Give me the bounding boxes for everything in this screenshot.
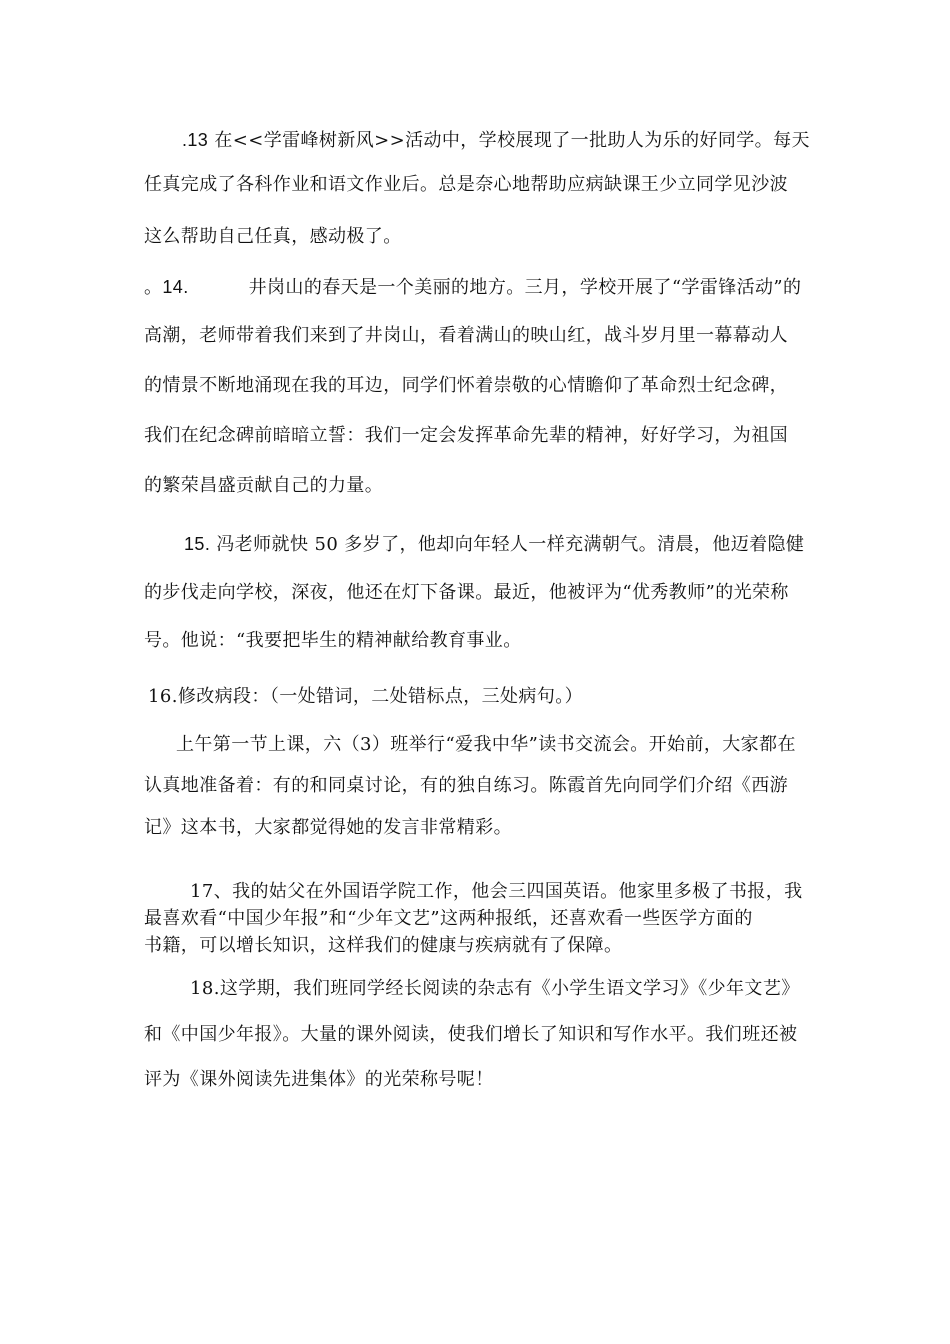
p15-text: 冯老师就快 50 多岁了，他却向年轻人一样充满朝气。清晨，他迈着隐健: [210, 534, 805, 555]
p17-line-1: 17、我的姑父在外国语学院工作，他会三四国英语。他家里多极了书报，我: [190, 881, 803, 902]
p17-line-2: 最喜欢看“中国少年报”和“少年文艺”这两种报纸，还喜欢看一些医学方面的: [144, 908, 753, 929]
p18-line-2: 和《中国少年报》。大量的课外阅读，使我们增长了知识和写作水平。我们班还被: [144, 1024, 798, 1045]
p13-text: 在<<学雷峰树新风>>活动中，学校展现了一批助人为乐的好同学。每天: [208, 130, 810, 151]
p15-line-3: 号。他说：“我要把毕生的精神献给教育事业。: [144, 630, 522, 651]
p14-line-5: 的繁荣昌盛贡献自己的力量。: [144, 475, 384, 496]
p15-line-2: 的步伐走向学校，深夜，他还在灯下备课。最近，他被评为“优秀教师”的光荣称: [144, 582, 789, 603]
p14-number: 。14.: [144, 277, 189, 297]
p14-line-2: 高潮，老师带着我们来到了井岗山，看着满山的映山红，战斗岁月里一幕幕动人: [144, 325, 788, 346]
p13-line-3: 这么帮助自己任真，感动极了。: [144, 226, 402, 247]
p14-line-1: [144, 275, 801, 300]
p15-line-1: [184, 532, 804, 557]
p18-line-1: 18.这学期，我们班同学经长阅读的杂志有《小学生语文学习》《少年文艺》: [190, 978, 800, 999]
p16-line-2: 认真地准备着：有的和同桌讨论，有的独自练习。陈霞首先向同学们介绍《西游: [144, 775, 788, 796]
p18-line-3: 评为《课外阅读先进集体》的光荣称号呢！: [144, 1069, 494, 1090]
p17-line-3: 书籍，可以增长知识，这样我们的健康与疾病就有了保障。: [144, 935, 623, 956]
p14-line-3: 的情景不断地涌现在我的耳边，同学们怀着崇敬的心情瞻仰了革命烈士纪念碑，: [144, 375, 788, 396]
p13-line-1: [182, 128, 810, 153]
p13-line-2: 任真完成了各科作业和语文作业后。总是奈心地帮助应病缺课王少立同学见沙波: [144, 174, 788, 195]
p13-number: .13: [182, 130, 209, 150]
p15-number: 15.: [184, 534, 211, 554]
p14-line-4: 我们在纪念碑前暗暗立誓：我们一定会发挥革命先辈的精神，好好学习，为祖国: [144, 425, 788, 446]
p14-text: 井岗山的春天是一个美丽的地方。三月，学校开展了“学雷锋活动”的: [248, 277, 802, 298]
p16-line-1: 上午第一节上课，六（3）班举行“爱我中华”读书交流会。开始前，大家都在: [176, 734, 796, 755]
p16-heading: 16.修改病段：（一处错词，二处错标点，三处病句。）: [148, 686, 584, 707]
p16-line-3: 记》这本书，大家都觉得她的发言非常精彩。: [144, 817, 512, 838]
